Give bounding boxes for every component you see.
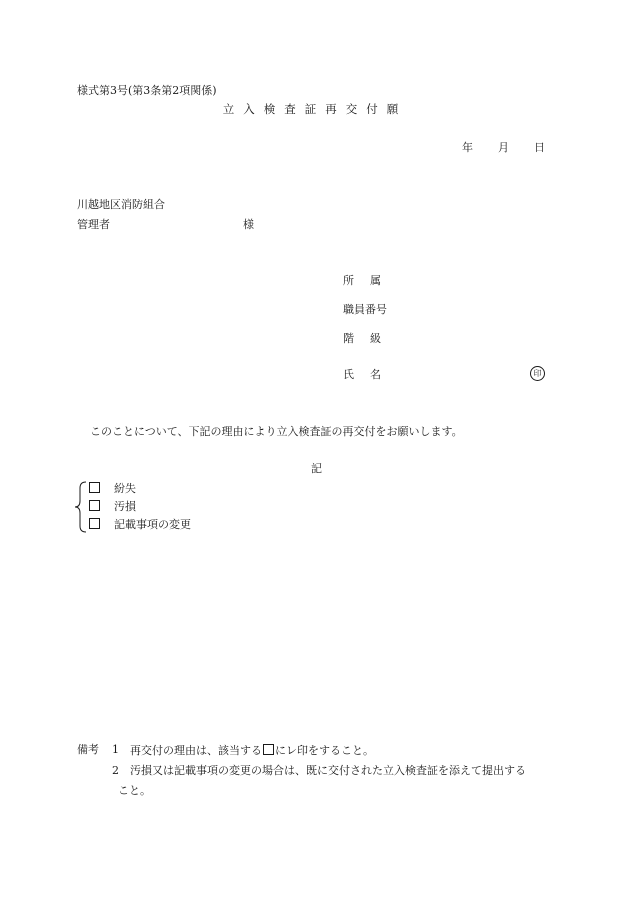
option-loss[interactable] — [89, 482, 136, 494]
remark-text — [130, 744, 374, 756]
remark-text-continuation: こと。 — [118, 784, 151, 797]
remark-number: 1 — [112, 743, 119, 756]
addressee-organization: 川越地区消防組合 — [77, 198, 165, 211]
checkbox-icon[interactable] — [89, 482, 100, 493]
document-title — [0, 104, 630, 116]
option-label: 記載事項の変更 — [114, 518, 191, 531]
checkbox-symbol-icon — [263, 744, 274, 755]
form-number: 様式第3号(第3条第2項関係) — [77, 84, 217, 97]
rank-label: 階級 — [343, 332, 397, 345]
addressee-recipient: 管理者 — [77, 218, 110, 231]
option-label: 汚損 — [114, 500, 136, 513]
option-damage[interactable] — [89, 500, 136, 512]
document-title-text: 立入検査証再交付願 — [222, 102, 408, 116]
remark-number: 2 — [112, 764, 119, 777]
option-change[interactable] — [89, 518, 191, 530]
option-label: 紛失 — [114, 482, 136, 495]
checkbox-icon[interactable] — [89, 518, 100, 529]
remark-text: 汚損又は記載事項の変更の場合は、既に交付された立入検査証を添えて提出する — [130, 764, 526, 777]
remark-text-after: にレ印をすること。 — [275, 744, 374, 757]
date-day-label: 日 — [534, 141, 545, 154]
brace-icon — [74, 481, 88, 533]
name-label: 氏名 — [343, 368, 397, 381]
seal-mark: 印 — [530, 366, 545, 381]
affiliation-label: 所属 — [343, 274, 397, 287]
remarks-label: 備考 — [77, 743, 99, 756]
staff-number-label: 職員番号 — [343, 303, 387, 316]
request-statement: このことについて、下記の理由により立入検査証の再交付をお願いします。 — [90, 425, 463, 438]
date-month-label: 月 — [498, 141, 509, 154]
ki-heading: 記 — [311, 462, 322, 475]
date-year-label: 年 — [462, 141, 473, 154]
checkbox-icon[interactable] — [89, 500, 100, 511]
addressee-honorific: 様 — [243, 218, 254, 231]
remark-text-before: 再交付の理由は、該当する — [130, 744, 262, 757]
